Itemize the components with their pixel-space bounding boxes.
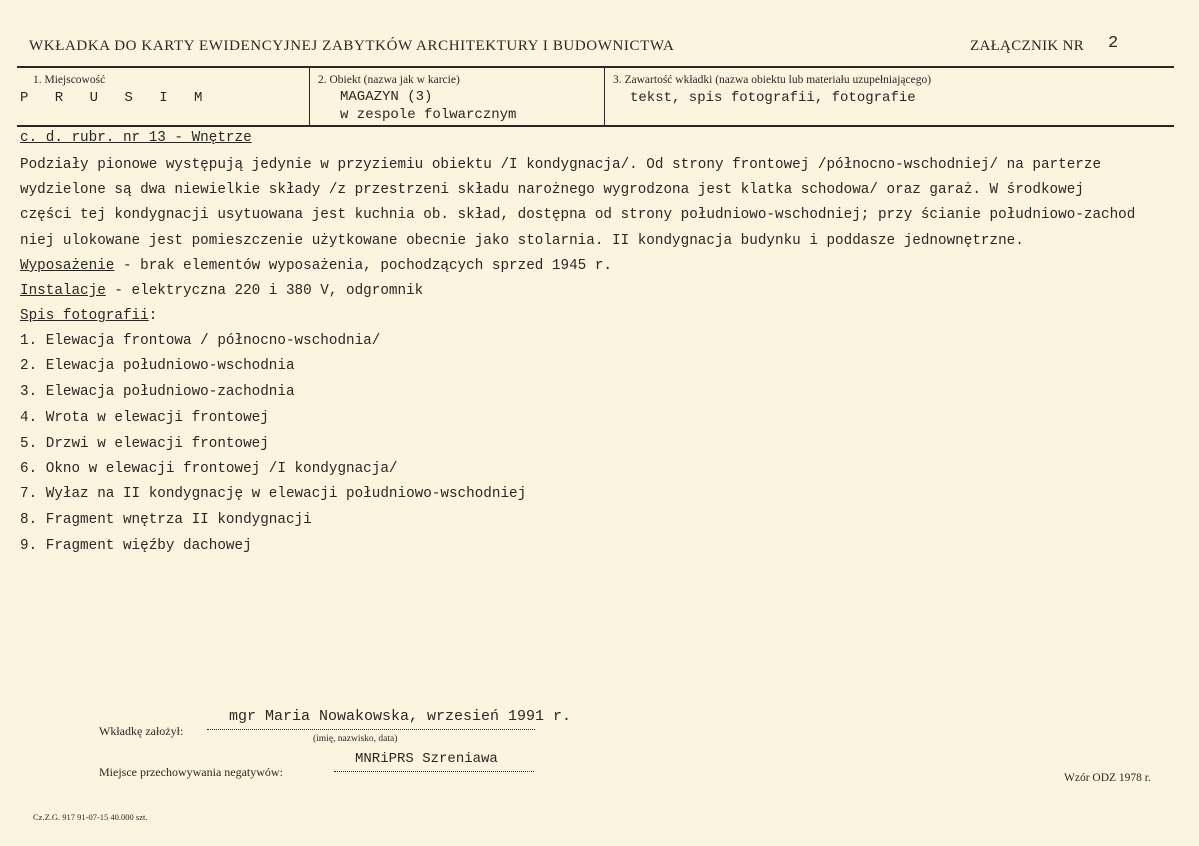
equipment-label: Wyposażenie	[20, 258, 115, 274]
equipment-text: - brak elementów wyposażenia, pochodzących sprzed 1945 r.	[114, 258, 612, 274]
paragraph-line: wydzielone są dwa niewielkie składy /z przestrzeni składu narożnego wygrodzona jest klatka schodowa/ oraz garaż. W środkowej	[20, 182, 1084, 198]
photo-list-item: 3. Elewacja południowo-zachodnia	[20, 384, 295, 400]
paragraph-line: części tej kondygnacji usytuowana jest kuchnia ob. skład, dostępna od strony południowo-wschodniej; przy ścianie południowo-zachod	[20, 207, 1136, 223]
photo-list-heading	[20, 308, 157, 324]
installations-text: - elektryczna 220 i 380 V, odgromnik	[105, 283, 424, 299]
installations-line	[20, 283, 423, 299]
contents-label: 3. Zawartość wkładki (nazwa obiektu lub materiału uzupełniającego)	[613, 74, 932, 86]
object-label: 2. Obiekt (nazwa jak w karcie)	[318, 74, 460, 86]
photo-list-item: 4. Wrota w elewacji frontowej	[20, 410, 269, 426]
annex-number: 2	[1108, 34, 1119, 53]
negatives-label: Miejsce przechowywania negatywów:	[99, 765, 283, 779]
paragraph-line: niej ulokowane jest pomieszczenie użytkowane obecnie jako stolarnia. II kondygnacja budynku i poddasze jednownętrzne.	[20, 233, 1024, 249]
contents-value: tekst, spis fotografii, fotografie	[630, 90, 916, 106]
photo-list-label: Spis fotografii	[20, 308, 149, 324]
photo-list-colon: :	[148, 308, 158, 324]
founder-label: Wkładkę założył:	[99, 724, 184, 738]
photo-list-item: 1. Elewacja frontowa / północno-wschodnia/	[20, 333, 381, 349]
installations-label: Instalacje	[20, 283, 106, 299]
field-divider	[309, 68, 310, 125]
header-top-rule	[17, 66, 1174, 68]
photo-list-item: 7. Wyłaz na II kondygnację w elewacji południowo-wschodniej	[20, 486, 527, 502]
print-code: Cz.Z.G. 917 91-07-15 40.000 szt.	[33, 812, 148, 822]
equipment-line	[20, 258, 612, 274]
form-model: Wzór ODZ 1978 r.	[1064, 772, 1151, 784]
founder-dotted-line	[207, 729, 535, 730]
object-value: MAGAZYN (3)	[340, 89, 433, 105]
object-value-context: w zespole folwarcznym	[340, 107, 517, 123]
photo-list-item: 2. Elewacja południowo-wschodnia	[20, 358, 295, 374]
locality-value: P R U S I M	[20, 90, 212, 106]
photo-list-item: 6. Okno w elewacji frontowej /I kondygnacja/	[20, 461, 398, 477]
negatives-dotted-line	[334, 771, 534, 772]
photo-list-item: 8. Fragment wnętrza II kondygnacji	[20, 512, 312, 528]
paragraph-line: Podziały pionowe występują jedynie w przyziemiu obiektu /I kondygnacja/. Od strony frontowej /północno-wschodniej/ na parterze	[20, 157, 1102, 173]
negatives-value: MNRiPRS Szreniawa	[355, 751, 498, 767]
form-title: WKŁADKA DO KARTY EWIDENCYJNEJ ZABYTKÓW ARCHITEKTURY I BUDOWNICTWA	[29, 38, 675, 54]
header-bottom-rule	[17, 125, 1174, 127]
founder-value: mgr Maria Nowakowska, wrzesień 1991 r.	[229, 708, 572, 725]
photo-list-item: 9. Fragment więźby dachowej	[20, 538, 252, 554]
field-divider	[604, 68, 605, 125]
annex-label: ZAŁĄCZNIK NR	[970, 38, 1085, 54]
founder-hint: (imię, nazwisko, data)	[313, 734, 398, 744]
locality-label: 1. Miejscowość	[33, 74, 106, 86]
rubric-heading: c. d. rubr. nr 13 - Wnętrze	[20, 130, 252, 146]
photo-list-item: 5. Drzwi w elewacji frontowej	[20, 436, 269, 452]
